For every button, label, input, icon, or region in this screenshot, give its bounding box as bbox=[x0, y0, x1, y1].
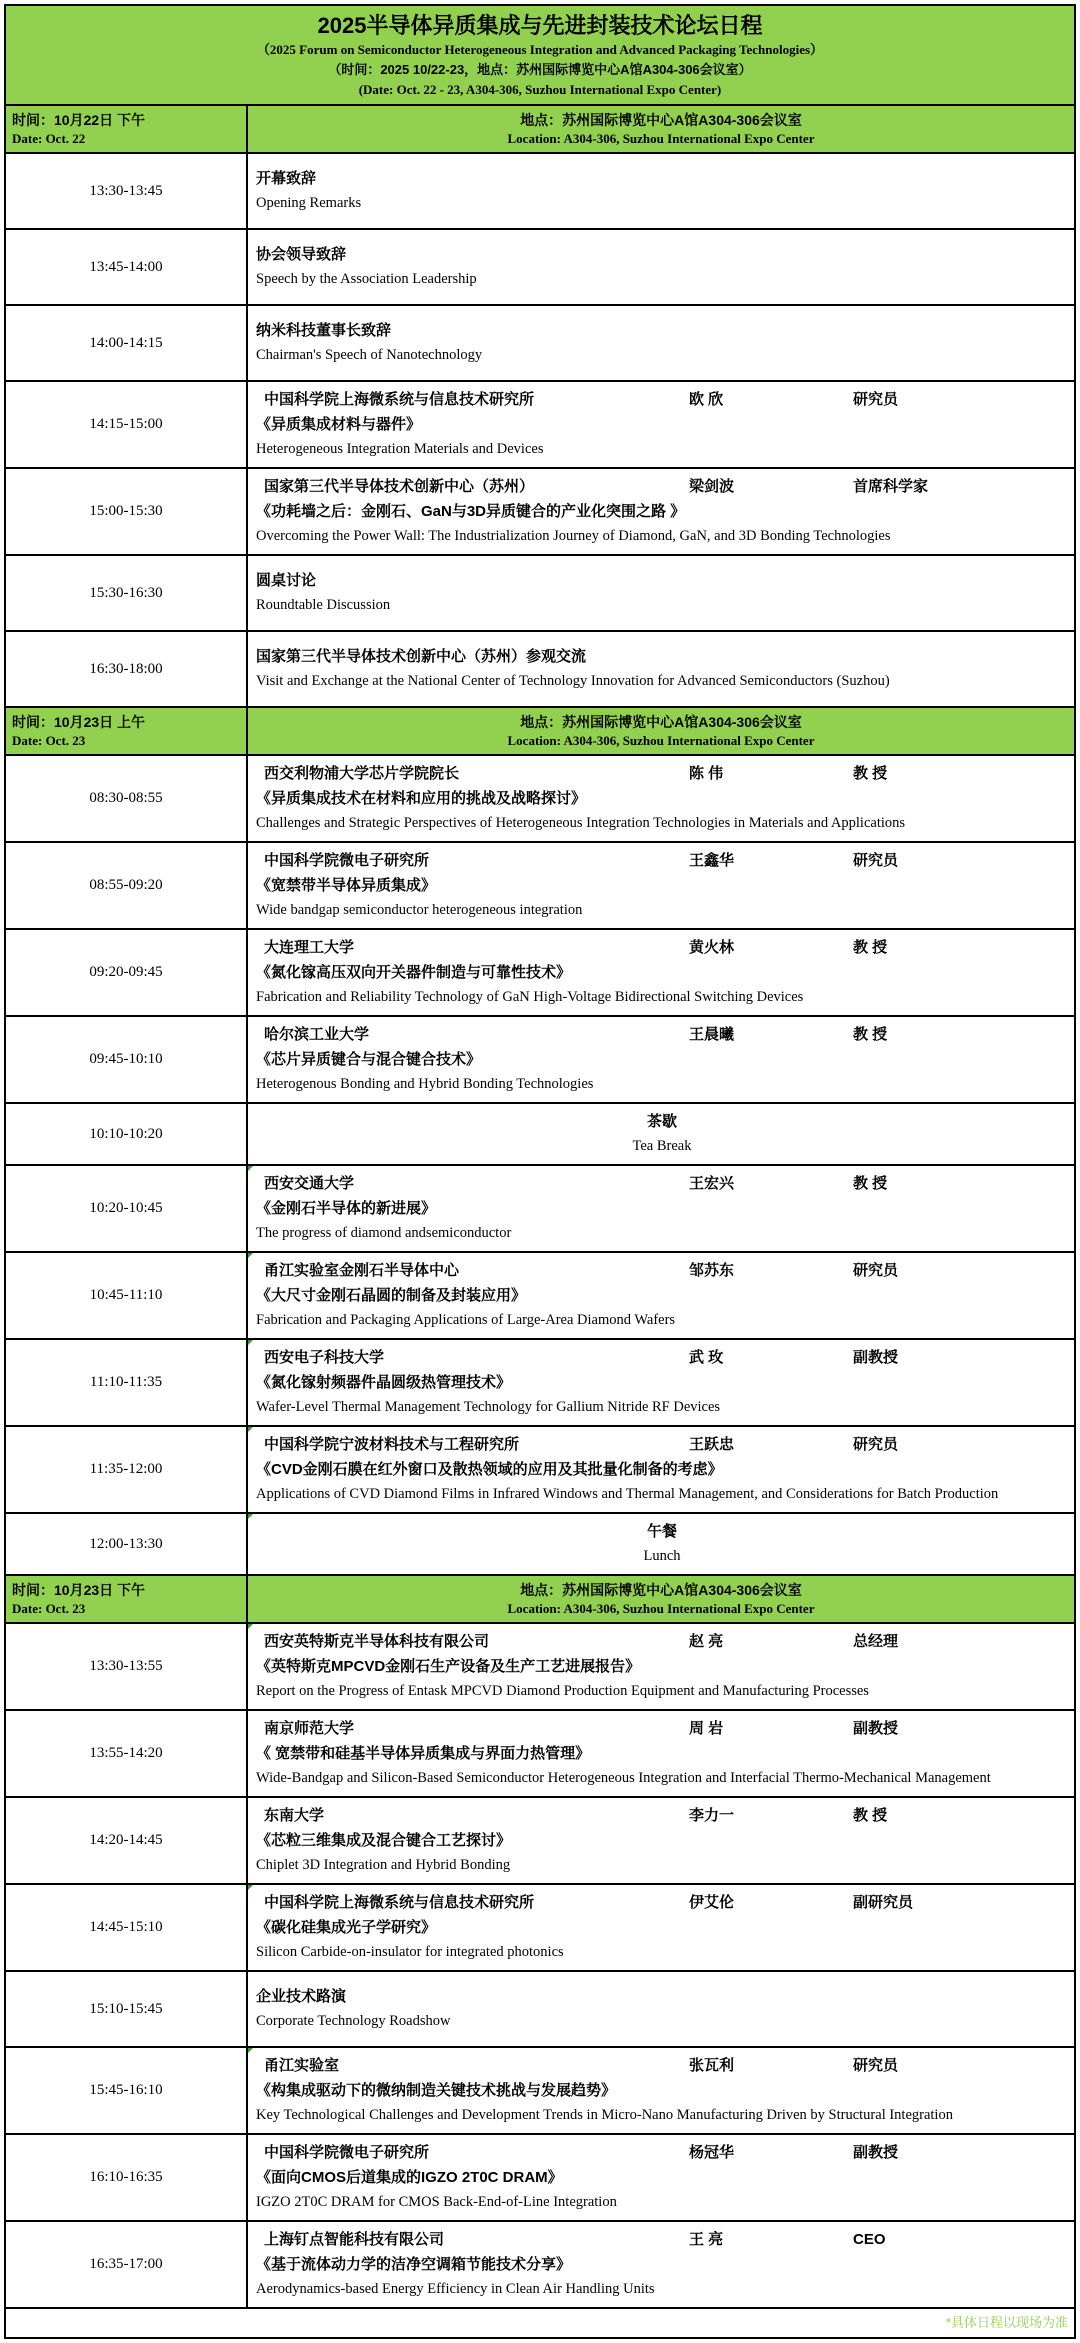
time-cell: 13:30-13:55 bbox=[6, 1624, 248, 1709]
session-label-zh: 茶歇 bbox=[646, 1113, 677, 1130]
time-cell: 10:20-10:45 bbox=[6, 1166, 248, 1251]
time-cell: 08:30-08:55 bbox=[6, 756, 248, 841]
title-block bbox=[6, 6, 1074, 104]
session-row bbox=[6, 1164, 1074, 1251]
footer-note: *具体日程以现场为准 bbox=[6, 2307, 1074, 2337]
section-location-cell bbox=[248, 106, 1074, 152]
note-marker-icon bbox=[248, 1427, 253, 1432]
session-speaker-role: 教 授 bbox=[853, 765, 888, 782]
session-title-en: Silicon Carbide-on-insulator for integrated photonics bbox=[256, 1944, 564, 1960]
session-content-cell bbox=[248, 756, 1074, 841]
session-header-line bbox=[256, 387, 1068, 412]
session-row bbox=[6, 841, 1074, 928]
session-header-line bbox=[256, 1803, 1068, 1828]
time-cell: 13:55-14:20 bbox=[6, 1711, 248, 1796]
session-title-zh: 《异质集成技术在材料和应用的挑战及战略探讨》 bbox=[256, 790, 587, 807]
session-header-line bbox=[256, 1629, 1068, 1654]
section-header bbox=[6, 104, 1074, 152]
session-header-line bbox=[256, 2140, 1068, 2165]
session-content-cell bbox=[248, 382, 1074, 467]
time-cell: 14:00-14:15 bbox=[6, 306, 248, 380]
session-title-en: Challenges and Strategic Perspectives of Heterogeneous Integration Technologies in Materials and Applications bbox=[256, 815, 906, 831]
session-title-en: Key Technological Challenges and Development Trends in Micro-Nano Manufacturing Driven by Structural Integration bbox=[256, 2107, 953, 2123]
section-date-cell bbox=[6, 1576, 248, 1622]
session-row bbox=[6, 1512, 1074, 1574]
session-title-zh: 《大尺寸金刚石晶圆的制备及封装应用》 bbox=[256, 1287, 527, 1304]
section-location-zh: 地点：苏州国际博览中心A馆A304-306会议室 bbox=[520, 714, 802, 730]
session-speaker: 李力一 bbox=[689, 1807, 735, 1824]
session-title-en: Fabrication and Packaging Applications of Large-Area Diamond Wafers bbox=[256, 1312, 676, 1328]
section-location-cell bbox=[248, 1576, 1074, 1622]
session-speaker-role: 首席科学家 bbox=[853, 478, 929, 495]
section-date-zh: 时间：10月22日 下午 bbox=[12, 112, 146, 128]
section-date-en: Date: Oct. 23 bbox=[12, 733, 86, 748]
session-org: 甬江实验室 bbox=[264, 2057, 340, 2074]
time-cell: 14:15-15:00 bbox=[6, 382, 248, 467]
page-title: 2025半导体异质集成与先进封装技术论坛日程 bbox=[317, 13, 763, 38]
session-speaker-role: 研究员 bbox=[853, 1436, 899, 1453]
session-org: 国家第三代半导体技术创新中心（苏州） bbox=[264, 478, 535, 495]
session-row bbox=[6, 1970, 1074, 2046]
session-speaker: 赵 亮 bbox=[689, 1633, 724, 1650]
session-org: 东南大学 bbox=[264, 1807, 325, 1824]
section-location-zh: 地点：苏州国际博览中心A馆A304-306会议室 bbox=[520, 1582, 802, 1598]
session-header-line bbox=[256, 1432, 1068, 1457]
session-title-zh: 《英特斯克MPCVD金刚石生产设备及生产工艺进展报告》 bbox=[256, 1658, 641, 1675]
time-cell: 13:45-14:00 bbox=[6, 230, 248, 304]
time-cell: 15:10-15:45 bbox=[6, 1972, 248, 2046]
session-label-zh: 国家第三代半导体技术创新中心（苏州）参观交流 bbox=[256, 648, 587, 665]
session-content-cell bbox=[248, 1253, 1074, 1338]
title-datetime-en: (Date: Oct. 22 - 23, A304-306, Suzhou International Expo Center) bbox=[358, 82, 722, 97]
session-speaker: 王宏兴 bbox=[689, 1175, 735, 1192]
section-location-cell bbox=[248, 708, 1074, 754]
session-label-zh: 协会领导致辞 bbox=[256, 246, 347, 263]
section-location-en: Location: A304-306, Suzhou International Expo Center bbox=[507, 1601, 815, 1616]
session-row bbox=[6, 152, 1074, 228]
session-row bbox=[6, 2220, 1074, 2307]
session-row bbox=[6, 1251, 1074, 1338]
session-row bbox=[6, 467, 1074, 554]
session-org: 南京师范大学 bbox=[264, 1720, 355, 1737]
session-speaker: 武 玫 bbox=[689, 1349, 724, 1366]
session-org: 哈尔滨工业大学 bbox=[264, 1026, 370, 1043]
note-marker-icon bbox=[248, 1624, 253, 1629]
session-header-line bbox=[256, 2053, 1068, 2078]
session-label-zh: 纳米科技董事长致辞 bbox=[256, 322, 392, 339]
session-title-zh: 《基于流体动力学的洁净空调箱节能技术分享》 bbox=[256, 2256, 572, 2273]
session-row bbox=[6, 1015, 1074, 1102]
session-header-line bbox=[256, 935, 1068, 960]
session-row bbox=[6, 2133, 1074, 2220]
session-title-zh: 《CVD金刚石膜在红外窗口及散热领域的应用及其批量化制备的考虑》 bbox=[256, 1461, 723, 1478]
session-org: 中国科学院微电子研究所 bbox=[264, 2144, 430, 2161]
session-content-cell bbox=[248, 1104, 1074, 1164]
session-content-cell bbox=[248, 306, 1074, 380]
session-speaker-role: 总经理 bbox=[853, 1633, 899, 1650]
session-content-cell bbox=[248, 1017, 1074, 1102]
session-org: 上海钉点智能科技有限公司 bbox=[264, 2231, 445, 2248]
session-label-zh: 开幕致辞 bbox=[256, 170, 317, 187]
session-speaker: 王 亮 bbox=[689, 2231, 724, 2248]
session-content-cell bbox=[248, 2135, 1074, 2220]
session-row bbox=[6, 304, 1074, 380]
session-title-en: Aerodynamics-based Energy Efficiency in Clean Air Handling Units bbox=[256, 2281, 655, 2297]
session-row bbox=[6, 1425, 1074, 1512]
time-cell: 15:00-15:30 bbox=[6, 469, 248, 554]
session-label-en: Tea Break bbox=[632, 1138, 692, 1154]
session-header-line bbox=[256, 1171, 1068, 1196]
session-org: 中国科学院上海微系统与信息技术研究所 bbox=[264, 1894, 535, 1911]
session-speaker-role: 教 授 bbox=[853, 1175, 888, 1192]
session-row bbox=[6, 630, 1074, 706]
schedule-body bbox=[6, 104, 1074, 2307]
session-org: 大连理工大学 bbox=[264, 939, 355, 956]
session-speaker-role: 研究员 bbox=[853, 1262, 899, 1279]
session-title-zh: 《异质集成材料与器件》 bbox=[256, 416, 422, 433]
note-marker-icon bbox=[248, 1166, 253, 1171]
session-content-cell bbox=[248, 843, 1074, 928]
session-label-zh: 企业技术路演 bbox=[256, 1988, 347, 2005]
time-cell: 10:45-11:10 bbox=[6, 1253, 248, 1338]
session-row bbox=[6, 1102, 1074, 1164]
session-title-zh: 《宽禁带半导体异质集成》 bbox=[256, 877, 437, 894]
section-date-cell bbox=[6, 708, 248, 754]
session-title-zh: 《 宽禁带和硅基半导体异质集成与界面力热管理》 bbox=[256, 1745, 591, 1762]
session-speaker: 梁剑波 bbox=[689, 478, 735, 495]
session-speaker-role: 教 授 bbox=[853, 1807, 888, 1824]
session-row bbox=[6, 1883, 1074, 1970]
session-speaker: 欧 欣 bbox=[689, 391, 724, 408]
section-date-zh: 时间：10月23日 上午 bbox=[12, 714, 146, 730]
session-content-cell bbox=[248, 1427, 1074, 1512]
session-label-en: Opening Remarks bbox=[256, 195, 362, 211]
note-marker-icon bbox=[248, 1340, 253, 1345]
section-header bbox=[6, 1574, 1074, 1622]
session-title-en: Overcoming the Power Wall: The Industrialization Journey of Diamond, GaN, and 3D Bonding Technologies bbox=[256, 528, 891, 544]
session-org: 中国科学院上海微系统与信息技术研究所 bbox=[264, 391, 535, 408]
session-title-en: Chiplet 3D Integration and Hybrid Bonding bbox=[256, 1857, 511, 1873]
session-content-cell bbox=[248, 1514, 1074, 1574]
session-content-cell bbox=[248, 1972, 1074, 2046]
session-speaker-role: 教 授 bbox=[853, 939, 888, 956]
time-cell: 09:20-09:45 bbox=[6, 930, 248, 1015]
session-header-line bbox=[256, 1022, 1068, 1047]
session-header-line bbox=[256, 1716, 1068, 1741]
session-title-en: Report on the Progress of Entask MPCVD Diamond Production Equipment and Manufacturing Processes bbox=[256, 1683, 869, 1699]
session-header-line bbox=[256, 848, 1068, 873]
session-row bbox=[6, 2046, 1074, 2133]
session-header-line bbox=[256, 2227, 1068, 2252]
session-title-zh: 《芯片异质键合与混合键合技术》 bbox=[256, 1051, 482, 1068]
session-title-en: Wafer-Level Thermal Management Technology for Gallium Nitride RF Devices bbox=[256, 1399, 721, 1415]
section-date-zh: 时间：10月23日 下午 bbox=[12, 1582, 146, 1598]
session-speaker-role: 研究员 bbox=[853, 391, 899, 408]
time-cell: 15:45-16:10 bbox=[6, 2048, 248, 2133]
session-row bbox=[6, 1796, 1074, 1883]
time-cell: 16:10-16:35 bbox=[6, 2135, 248, 2220]
session-title-zh: 《氮化镓高压双向开关器件制造与可靠性技术》 bbox=[256, 964, 572, 981]
session-header-line bbox=[256, 1258, 1068, 1283]
session-title-en: Wide-Bandgap and Silicon-Based Semiconductor Heterogeneous Integration and Interfacial Thermo-Mechanical Management bbox=[256, 1770, 991, 1786]
session-org: 西交利物浦大学芯片学院院长 bbox=[264, 765, 460, 782]
session-content-cell bbox=[248, 230, 1074, 304]
session-speaker: 黄火林 bbox=[689, 939, 735, 956]
session-title-en: Wide bandgap semiconductor heterogeneous integration bbox=[256, 902, 583, 918]
session-content-cell bbox=[248, 1624, 1074, 1709]
session-label-zh: 午餐 bbox=[646, 1523, 677, 1540]
session-content-cell bbox=[248, 1798, 1074, 1883]
session-header-line bbox=[256, 1345, 1068, 1370]
session-title-en: Fabrication and Reliability Technology of GaN High-Voltage Bidirectional Switching Devices bbox=[256, 989, 804, 1005]
session-org: 西安交通大学 bbox=[264, 1175, 355, 1192]
session-speaker-role: 研究员 bbox=[853, 852, 899, 869]
note-marker-icon bbox=[248, 2048, 253, 2053]
session-label-zh: 圆桌讨论 bbox=[256, 572, 317, 589]
section-date-en: Date: Oct. 23 bbox=[12, 1601, 86, 1616]
session-title-zh: 《氮化镓射频器件晶圆级热管理技术》 bbox=[256, 1374, 512, 1391]
note-marker-icon bbox=[248, 1253, 253, 1258]
session-speaker-role: 副教授 bbox=[853, 2144, 899, 2161]
time-cell: 14:20-14:45 bbox=[6, 1798, 248, 1883]
session-speaker-role: 研究员 bbox=[853, 2057, 899, 2074]
session-speaker: 王晨曦 bbox=[689, 1026, 735, 1043]
time-cell: 12:00-13:30 bbox=[6, 1514, 248, 1574]
session-title-zh: 《金刚石半导体的新进展》 bbox=[256, 1200, 437, 1217]
session-title-zh: 《构集成驱动下的微纳制造关键技术挑战与发展趋势》 bbox=[256, 2082, 617, 2099]
session-speaker-role: CEO bbox=[853, 2231, 886, 2248]
session-label-en: Corporate Technology Roadshow bbox=[256, 2013, 451, 2029]
session-title-en: Heterogenous Bonding and Hybrid Bonding Technologies bbox=[256, 1076, 594, 1092]
section-date-cell bbox=[6, 106, 248, 152]
session-label-en: Chairman's Speech of Nanotechnology bbox=[256, 347, 483, 363]
time-cell: 11:35-12:00 bbox=[6, 1427, 248, 1512]
session-org: 中国科学院宁波材料技术与工程研究所 bbox=[264, 1436, 520, 1453]
time-cell: 15:30-16:30 bbox=[6, 556, 248, 630]
session-content-cell bbox=[248, 1885, 1074, 1970]
session-content-cell bbox=[248, 2222, 1074, 2307]
time-cell: 09:45-10:10 bbox=[6, 1017, 248, 1102]
session-content-cell bbox=[248, 1166, 1074, 1251]
session-header-line bbox=[256, 761, 1068, 786]
session-title-zh: 《功耗墙之后：金刚石、GaN与3D异质键合的产业化突围之路 》 bbox=[256, 503, 686, 520]
session-speaker: 伊艾伦 bbox=[689, 1894, 735, 1911]
session-speaker-role: 副教授 bbox=[853, 1720, 899, 1737]
session-label-en: Lunch bbox=[643, 1548, 681, 1564]
session-row bbox=[6, 1338, 1074, 1425]
session-org: 甬江实验室金刚石半导体中心 bbox=[264, 1262, 460, 1279]
session-title-zh: 《碳化硅集成光子学研究》 bbox=[256, 1919, 437, 1936]
session-label-en: Speech by the Association Leadership bbox=[256, 271, 477, 287]
time-cell: 14:45-15:10 bbox=[6, 1885, 248, 1970]
session-row bbox=[6, 928, 1074, 1015]
session-content-cell bbox=[248, 469, 1074, 554]
session-org: 西安英特斯克半导体科技有限公司 bbox=[264, 1633, 490, 1650]
session-speaker: 王鑫华 bbox=[689, 852, 735, 869]
session-title-en: The progress of diamond andsemiconductor bbox=[256, 1225, 512, 1241]
session-speaker-role: 副研究员 bbox=[853, 1894, 914, 1911]
session-row bbox=[6, 1622, 1074, 1709]
session-content-cell bbox=[248, 154, 1074, 228]
session-row bbox=[6, 554, 1074, 630]
session-header-line bbox=[256, 1890, 1068, 1915]
title-datetime-zh: （时间：2025 10/22-23，地点：苏州国际博览中心A馆A304-306会议室） bbox=[328, 62, 752, 77]
time-cell: 16:30-18:00 bbox=[6, 632, 248, 706]
section-header bbox=[6, 706, 1074, 754]
time-cell: 10:10-10:20 bbox=[6, 1104, 248, 1164]
session-row bbox=[6, 228, 1074, 304]
session-content-cell bbox=[248, 1711, 1074, 1796]
session-row bbox=[6, 754, 1074, 841]
session-content-cell bbox=[248, 1340, 1074, 1425]
time-cell: 11:10-11:35 bbox=[6, 1340, 248, 1425]
section-location-en: Location: A304-306, Suzhou International Expo Center bbox=[507, 733, 815, 748]
session-speaker: 邹苏东 bbox=[689, 1262, 735, 1279]
session-speaker: 张瓦利 bbox=[689, 2057, 735, 2074]
session-row bbox=[6, 380, 1074, 467]
section-date-en: Date: Oct. 22 bbox=[12, 131, 86, 146]
session-speaker: 陈 伟 bbox=[689, 765, 724, 782]
forum-schedule-table bbox=[4, 4, 1076, 2339]
session-speaker: 周 岩 bbox=[689, 1720, 724, 1737]
session-speaker: 王跃忠 bbox=[689, 1436, 735, 1453]
session-title-zh: 《芯粒三维集成及混合键合工艺探讨》 bbox=[256, 1832, 512, 1849]
session-row bbox=[6, 1709, 1074, 1796]
session-title-en: Heterogeneous Integration Materials and Devices bbox=[256, 441, 544, 457]
session-content-cell bbox=[248, 556, 1074, 630]
session-org: 中国科学院微电子研究所 bbox=[264, 852, 430, 869]
session-org: 西安电子科技大学 bbox=[264, 1349, 385, 1366]
session-label-en: Roundtable Discussion bbox=[256, 597, 391, 613]
note-marker-icon bbox=[248, 1514, 253, 1519]
session-label-en: Visit and Exchange at the National Center of Technology Innovation for Advanced Semiconductors (Suzhou) bbox=[256, 673, 890, 689]
section-location-en: Location: A304-306, Suzhou International Expo Center bbox=[507, 131, 815, 146]
time-cell: 08:55-09:20 bbox=[6, 843, 248, 928]
session-speaker-role: 教 授 bbox=[853, 1026, 888, 1043]
session-title-zh: 《面向CMOS后道集成的IGZO 2T0C DRAM》 bbox=[256, 2169, 563, 2186]
session-header-line bbox=[256, 474, 1068, 499]
note-marker-icon bbox=[248, 1885, 253, 1890]
session-title-en: IGZO 2T0C DRAM for CMOS Back-End-of-Line Integration bbox=[256, 2194, 617, 2210]
session-speaker: 杨冠华 bbox=[689, 2144, 735, 2161]
session-content-cell bbox=[248, 2048, 1074, 2133]
time-cell: 13:30-13:45 bbox=[6, 154, 248, 228]
session-speaker-role: 副教授 bbox=[853, 1349, 899, 1366]
session-content-cell bbox=[248, 632, 1074, 706]
page-title-en: （2025 Forum on Semiconductor Heterogeneous Integration and Advanced Packaging Technologies） bbox=[256, 42, 824, 57]
time-cell: 16:35-17:00 bbox=[6, 2222, 248, 2307]
session-content-cell bbox=[248, 930, 1074, 1015]
session-title-en: Applications of CVD Diamond Films in Infrared Windows and Thermal Management, and Considerations for Batch Production bbox=[256, 1486, 999, 1502]
section-location-zh: 地点：苏州国际博览中心A馆A304-306会议室 bbox=[520, 112, 802, 128]
